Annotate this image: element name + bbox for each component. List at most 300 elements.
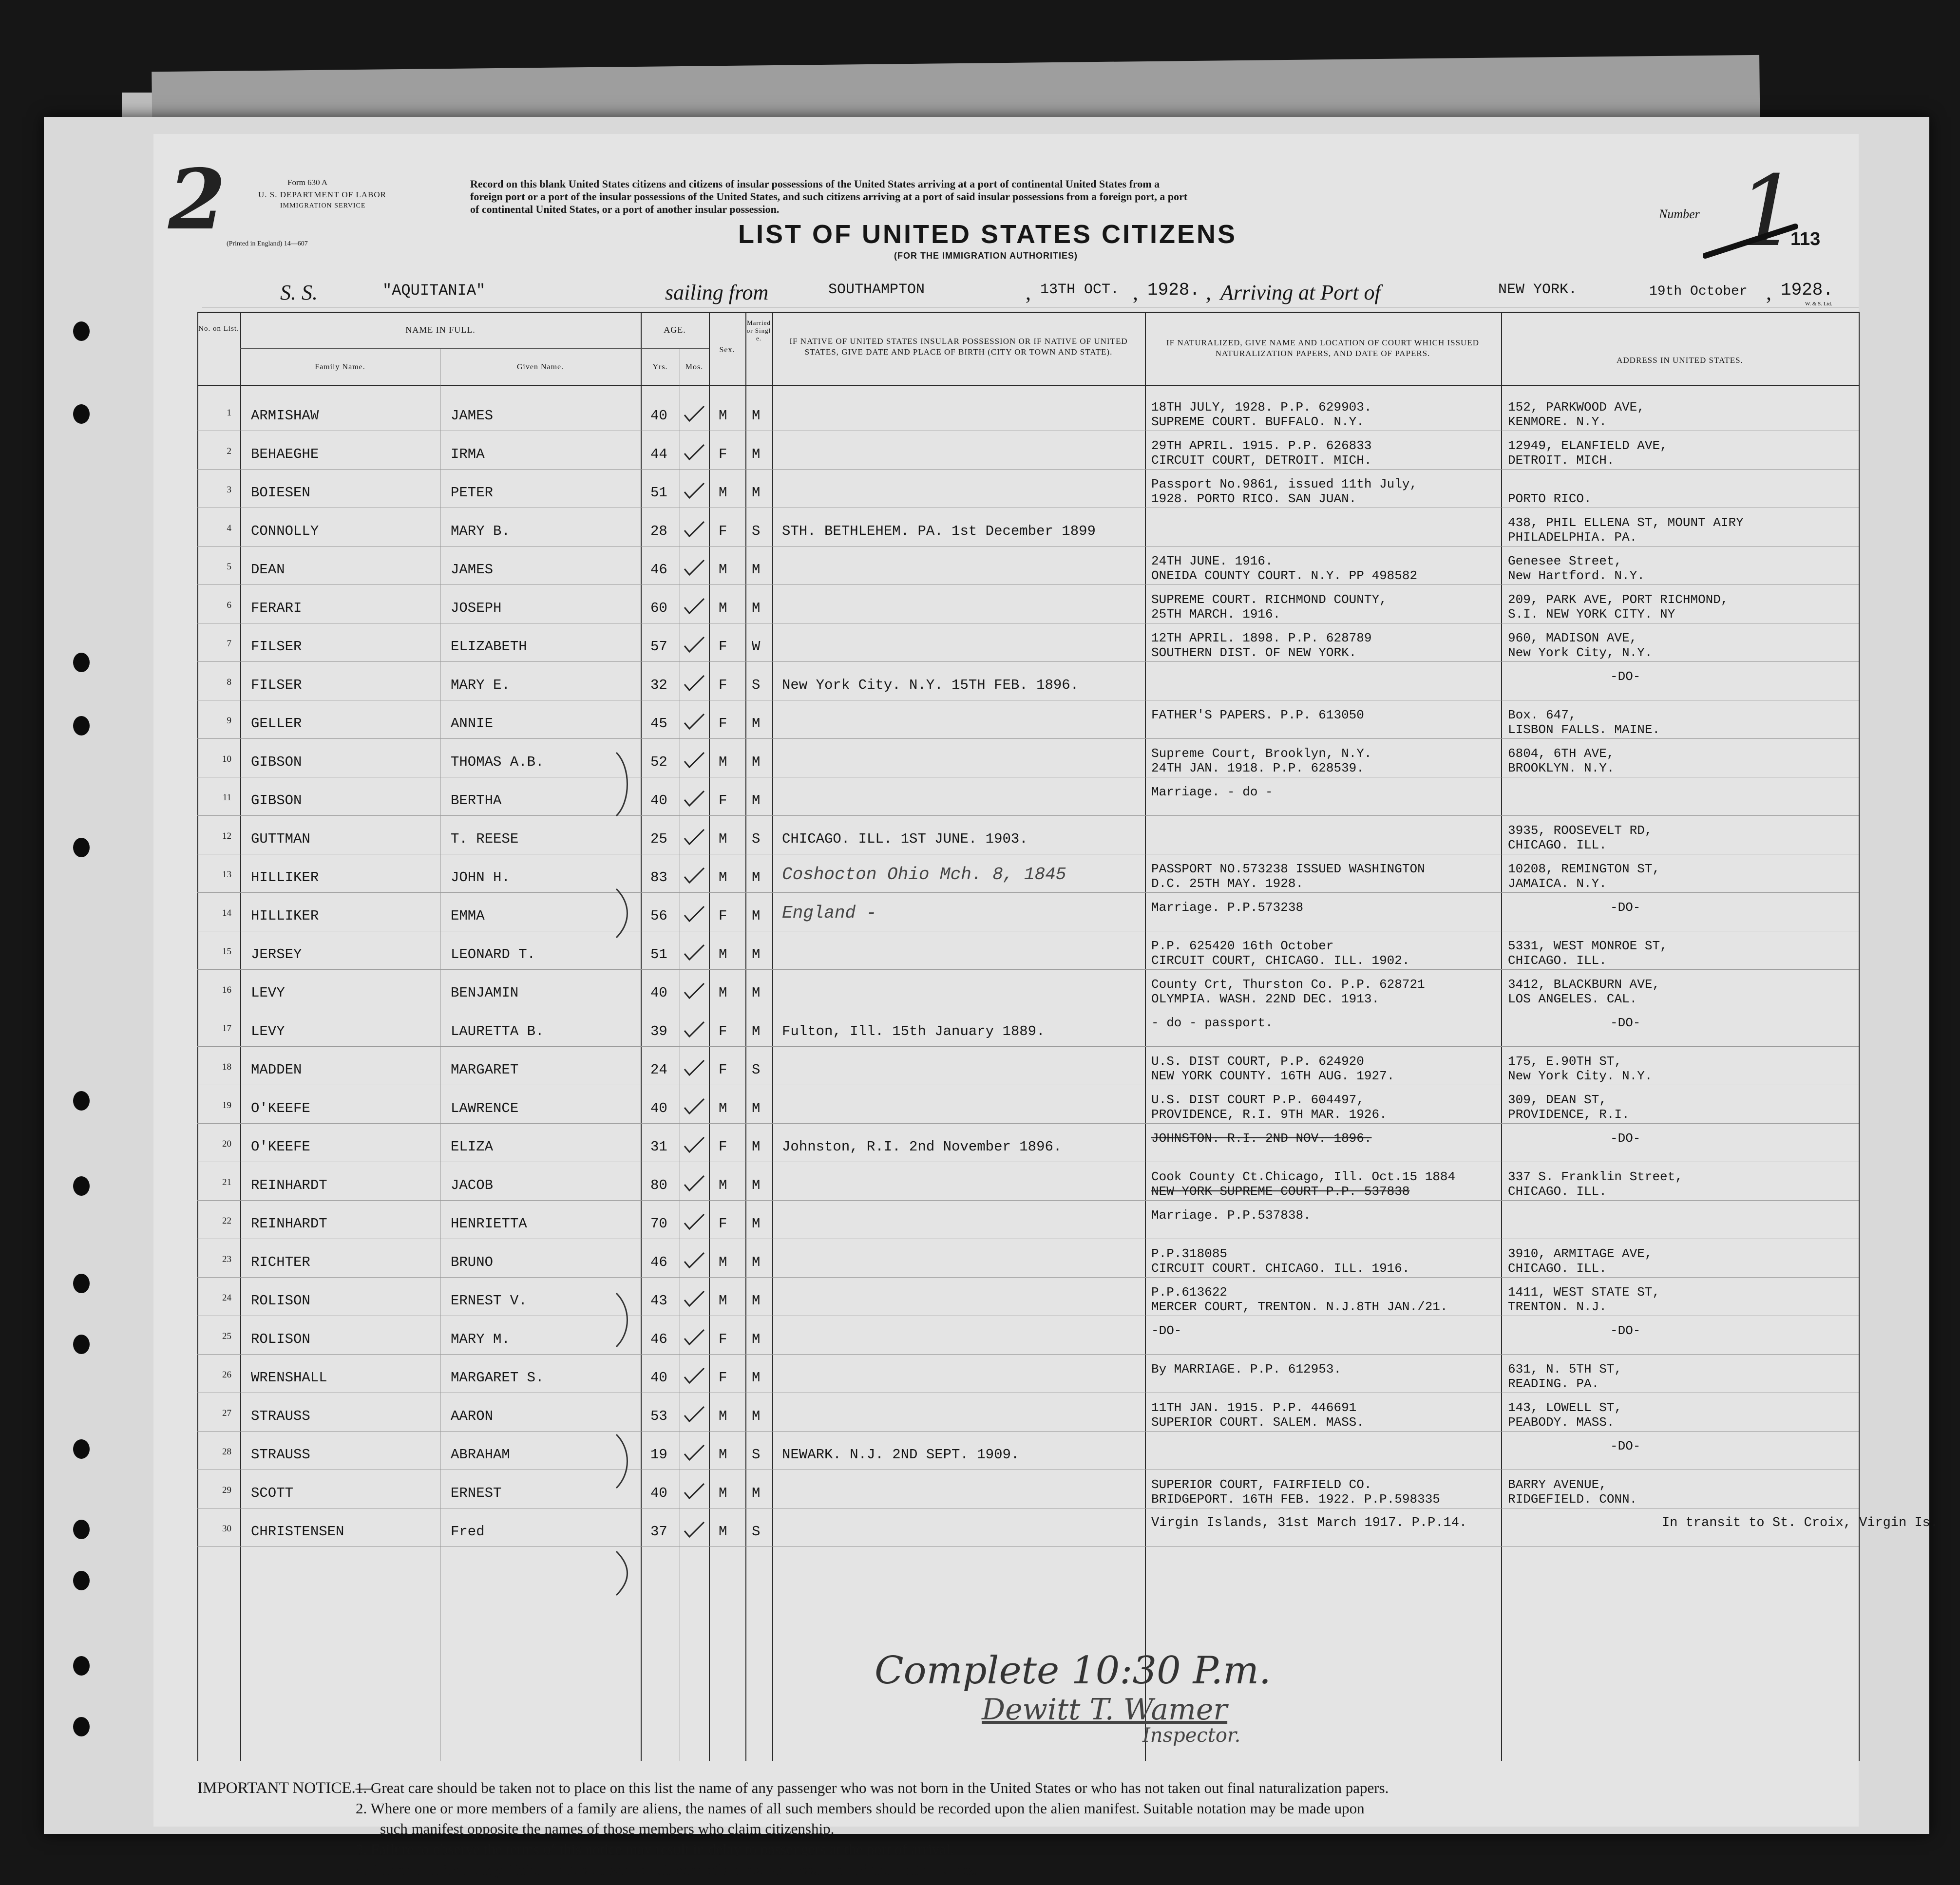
row-sex: M	[719, 1254, 727, 1270]
row-sex: M	[719, 1408, 727, 1424]
sail-year: 1928.	[1147, 280, 1200, 300]
row-family: GELLER	[251, 716, 302, 732]
row-address-1: 12949, ELANFIELD AVE,	[1508, 438, 1668, 453]
row-address-1: 309, DEAN ST,	[1508, 1093, 1607, 1107]
row-address-1: -DO-	[1610, 1439, 1641, 1453]
row-family: FILSER	[251, 639, 302, 655]
family-bracket-mark	[611, 1430, 641, 1493]
row-naturalization-2: MERCER COURT, TRENTON. N.J.8TH JAN./21.	[1151, 1300, 1448, 1314]
row-ms: M	[752, 1177, 761, 1193]
row-rule	[197, 1277, 1859, 1278]
row-address-1: 960, MADISON AVE,	[1508, 631, 1637, 645]
row-naturalization-2: 24TH JAN. 1918. P.P. 628539.	[1151, 761, 1364, 775]
row-no: 25	[222, 1331, 231, 1341]
page-title: LIST OF UNITED STATES CITIZENS	[738, 220, 1237, 249]
row-age: 57	[650, 639, 667, 655]
citizens-list-form	[153, 134, 1939, 1878]
check-mark	[682, 520, 706, 539]
row-family: REINHARDT	[251, 1216, 327, 1232]
row-naturalization-1: By MARRIAGE. P.P. 612953.	[1151, 1362, 1342, 1376]
comma: ,	[1206, 281, 1211, 304]
row-given: PETER	[451, 485, 494, 501]
row-age: 83	[650, 869, 667, 886]
row-sex: M	[719, 754, 727, 770]
row-address-2: PEABODY. MASS.	[1508, 1415, 1615, 1430]
row-family: WRENSHALL	[251, 1370, 327, 1386]
row-given: AARON	[451, 1408, 494, 1424]
row-family: HILLIKER	[251, 908, 319, 924]
row-address-1: Box. 647,	[1508, 708, 1577, 722]
row-address-1: 1411, WEST STATE ST,	[1508, 1285, 1660, 1300]
check-mark	[682, 1289, 706, 1309]
notice-item-2: 2. Where one or more members of a family are aliens, the names of all such members should be recorded upon the alien manifest. Suitable notation may be made upon	[356, 1800, 1365, 1817]
row-naturalization-1: U.S. DIST COURT, P.P. 624920	[1151, 1054, 1364, 1069]
check-mark	[682, 1212, 706, 1232]
form-number: Form 630 A	[287, 178, 328, 187]
row-no: 20	[222, 1139, 231, 1149]
row-address-2: KENMORE. N.Y.	[1508, 415, 1607, 429]
row-given: BRUNO	[451, 1254, 494, 1270]
row-sex: M	[719, 1100, 727, 1116]
row-no: 21	[222, 1177, 231, 1188]
check-mark	[682, 789, 706, 809]
row-address-2: RIDGEFIELD. CONN.	[1508, 1492, 1637, 1507]
row-sex: M	[719, 1485, 727, 1501]
row-ms: M	[752, 908, 761, 924]
row-address-2: CHICAGO. ILL.	[1508, 953, 1607, 968]
row-no: 27	[222, 1408, 231, 1418]
row-sex: F	[719, 1139, 727, 1155]
row-age: 52	[650, 754, 667, 770]
row-naturalization-1: 12TH APRIL. 1898. P.P. 628789	[1151, 631, 1372, 645]
row-given: MARGARET S.	[451, 1370, 544, 1386]
row-address-1: 631, N. 5TH ST,	[1508, 1362, 1622, 1376]
row-rule	[197, 469, 1859, 470]
row-naturalization-2: ONEIDA COUNTY COURT. N.Y. PP 498582	[1151, 568, 1418, 583]
check-mark	[682, 1174, 706, 1193]
row-naturalization-2: NEW YORK SUPREME COURT P.P. 537838	[1151, 1184, 1410, 1199]
row-address-1: -DO-	[1610, 900, 1641, 915]
row-naturalization-1: 24TH JUNE. 1916.	[1151, 554, 1273, 568]
row-address-2: TRENTON. N.J.	[1508, 1300, 1607, 1314]
sailing-label: sailing from	[665, 281, 769, 304]
row-address-1: 10208, REMINGTON ST,	[1508, 862, 1660, 876]
row-naturalization-2: 25TH MARCH. 1916.	[1151, 607, 1281, 622]
row-given: MARY M.	[451, 1331, 510, 1347]
row-no: 13	[222, 869, 231, 880]
binder-hole	[73, 321, 90, 341]
binder-hole	[73, 1335, 90, 1354]
row-age: 32	[650, 677, 667, 693]
row-family: ARMISHAW	[251, 408, 319, 424]
row-ms: M	[752, 1100, 761, 1116]
header-bottom-rule	[197, 385, 1859, 386]
row-address-1: -DO-	[1610, 669, 1641, 684]
row-family: BOIESEN	[251, 485, 310, 501]
row-naturalization-1: FATHER'S PAPERS. P.P. 613050	[1151, 708, 1364, 722]
row-family: O'KEEFE	[251, 1139, 310, 1155]
row-no: 4	[227, 523, 231, 533]
row-given: JAMES	[451, 562, 494, 578]
check-mark	[682, 1328, 706, 1347]
row-family: SCOTT	[251, 1485, 294, 1501]
row-given: LAWRENCE	[451, 1100, 519, 1116]
row-given: JOSEPH	[451, 600, 502, 616]
row-sex: M	[719, 831, 727, 847]
row-given: LEONARD T.	[451, 946, 536, 962]
row-address-1: 3412, BLACKBURN AVE,	[1508, 977, 1660, 992]
row-address-2: LISBON FALLS. MAINE.	[1508, 722, 1660, 737]
row-address-2: New York City. N.Y.	[1508, 1069, 1653, 1083]
printer-mark: W. & S. Ltd.	[1805, 301, 1832, 307]
row-rule	[197, 546, 1859, 547]
row-family: HILLIKER	[251, 869, 319, 886]
row-given: JAMES	[451, 408, 494, 424]
row-family: REINHARDT	[251, 1177, 327, 1193]
row-age: 51	[650, 946, 667, 962]
row-address-2: CHICAGO. ILL.	[1508, 838, 1607, 852]
row-sex: M	[719, 985, 727, 1001]
row-naturalization-1: 18TH JULY, 1928. P.P. 629903.	[1151, 400, 1372, 415]
col-header-no: No. on List.	[198, 325, 239, 333]
row-family: O'KEEFE	[251, 1100, 310, 1116]
binder-hole	[73, 1656, 90, 1676]
notice-item-1: 1. Great care should be taken not to place on this list the name of any passenger who was not born in the United States or who has not taken out final naturalization papers.	[356, 1779, 1389, 1796]
ss-label: S. S.	[280, 281, 318, 304]
check-mark	[682, 443, 706, 462]
col-rule	[641, 312, 642, 1761]
table-left-rule	[197, 312, 198, 1761]
row-family: MADDEN	[251, 1062, 302, 1078]
row-given: ERNEST V.	[451, 1293, 527, 1309]
row-naturalization-1: 11TH JAN. 1915. P.P. 446691	[1151, 1400, 1357, 1415]
departure-port: SOUTHAMPTON	[828, 282, 925, 298]
row-family: CONNOLLY	[251, 523, 319, 539]
row-sex: F	[719, 716, 727, 732]
row-family: FILSER	[251, 677, 302, 693]
row-given: ERNEST	[451, 1485, 502, 1501]
row-rule	[197, 1123, 1859, 1124]
row-rule	[197, 815, 1859, 816]
check-mark	[682, 1097, 706, 1116]
row-age: 43	[650, 1293, 667, 1309]
row-sex: M	[719, 1447, 727, 1463]
row-naturalization-1: -DO-	[1151, 1323, 1182, 1338]
row-birth: Johnston, R.I. 2nd November 1896.	[782, 1139, 1062, 1155]
row-family: GIBSON	[251, 754, 302, 770]
row-address-2: PROVIDENCE, R.I.	[1508, 1107, 1630, 1122]
col-header-sex: Sex.	[719, 346, 735, 354]
row-no: 16	[222, 985, 231, 995]
row-address-2: New Hartford. N.Y.	[1508, 568, 1645, 583]
row-naturalization-1: Supreme Court, Brooklyn, N.Y.	[1151, 746, 1372, 761]
row-rule	[197, 584, 1859, 585]
row-birth: Coshocton Ohio Mch. 8, 1845	[782, 865, 1066, 885]
binder-hole	[73, 1091, 90, 1111]
row-ms: M	[752, 1331, 761, 1347]
check-mark	[682, 943, 706, 962]
row-sex: F	[719, 1370, 727, 1386]
row-given: THOMAS A.B.	[451, 754, 544, 770]
row-no: 9	[227, 716, 231, 726]
row-sex: F	[719, 908, 727, 924]
table-right-rule	[1859, 312, 1860, 1761]
row-address-1: 5331, WEST MONROE ST,	[1508, 939, 1668, 953]
row-given: EMMA	[451, 908, 485, 924]
col-rule	[709, 312, 710, 1761]
col-rule	[240, 312, 241, 1761]
row-no: 23	[222, 1254, 231, 1264]
subheader-rule	[240, 348, 709, 349]
row-age: 39	[650, 1023, 667, 1039]
row-address-2: PORTO RICO.	[1508, 491, 1592, 506]
printer-note: (Printed in England) 14—607	[227, 240, 308, 247]
row-family: LEVY	[251, 985, 285, 1001]
service: IMMIGRATION SERVICE	[280, 202, 366, 209]
row-sex: F	[719, 639, 727, 655]
check-mark	[682, 597, 706, 616]
binder-hole	[73, 404, 90, 424]
comma: ,	[1026, 281, 1031, 304]
row-address-2: S.I. NEW YORK CITY. NY	[1508, 607, 1675, 622]
row-naturalization-2: 1928. PORTO RICO. SAN JUAN.	[1151, 491, 1357, 506]
row-age: 46	[650, 1254, 667, 1270]
comma: ,	[1766, 281, 1771, 304]
row-sex: M	[719, 485, 727, 501]
row-no: 30	[222, 1524, 231, 1534]
row-age: 40	[650, 1100, 667, 1116]
row-address-2: DETROIT. MICH.	[1508, 453, 1615, 468]
row-naturalization-1: Cook County Ct.Chicago, Ill. Oct.15 1884	[1151, 1169, 1456, 1184]
col-header-yrs: Yrs.	[652, 363, 668, 371]
check-mark	[682, 481, 706, 501]
arrival-date: 19th October	[1649, 284, 1748, 299]
row-rule	[197, 1546, 1859, 1547]
row-no: 28	[222, 1447, 231, 1457]
row-age: 28	[650, 523, 667, 539]
notice-item-3: 3. Failure to observe the terms of this notice may result in delay to passengers at the port of arrival.	[356, 1841, 954, 1858]
row-ms: M	[752, 446, 761, 462]
row-naturalization-1: SUPREME COURT. RICHMOND COUNTY,	[1151, 592, 1387, 607]
row-ms: M	[752, 562, 761, 578]
row-address-1: -DO-	[1610, 1131, 1641, 1146]
row-birth: New York City. N.Y. 15TH FEB. 1896.	[782, 677, 1079, 693]
row-no: 22	[222, 1216, 231, 1226]
row-age: 45	[650, 716, 667, 732]
row-address-1: In transit to St. Croix, Virgin Is.	[1662, 1516, 1939, 1530]
arrival-year: 1928.	[1781, 280, 1834, 300]
check-mark	[682, 1482, 706, 1501]
row-no: 17	[222, 1023, 231, 1034]
row-family: GUTTMAN	[251, 831, 310, 847]
row-ms: M	[752, 716, 761, 732]
row-no: 26	[222, 1370, 231, 1380]
row-given: JACOB	[451, 1177, 494, 1193]
row-address-2: JAMAICA. N.Y.	[1508, 876, 1607, 891]
check-mark	[682, 1058, 706, 1078]
row-no: 24	[222, 1293, 231, 1303]
row-naturalization-1: P.P. 625420 16th October	[1151, 939, 1334, 953]
family-bracket-mark	[611, 1288, 641, 1352]
row-sex: M	[719, 408, 727, 424]
row-age: 19	[650, 1447, 667, 1463]
row-ms: W	[752, 639, 761, 655]
row-rule	[197, 1200, 1859, 1201]
row-naturalization-1: Passport No.9861, issued 11th July,	[1151, 477, 1418, 491]
row-ms: M	[752, 1139, 761, 1155]
row-sex: F	[719, 1062, 727, 1078]
row-age: 80	[650, 1177, 667, 1193]
row-age: 40	[650, 985, 667, 1001]
check-mark	[682, 404, 706, 424]
number-label: Number	[1659, 207, 1700, 221]
row-family: LEVY	[251, 1023, 285, 1039]
row-sex: F	[719, 523, 727, 539]
row-given: ABRAHAM	[451, 1447, 510, 1463]
binder-hole	[73, 1571, 90, 1590]
col-header-name: NAME IN FULL.	[405, 325, 476, 335]
row-no: 8	[227, 677, 231, 687]
row-no: 3	[227, 485, 231, 495]
row-birth: CHICAGO. ILL. 1ST JUNE. 1903.	[782, 831, 1028, 847]
number-slash-mark	[1703, 222, 1800, 261]
row-address-1: BARRY AVENUE,	[1508, 1477, 1607, 1492]
row-address-2: READING. PA.	[1508, 1376, 1599, 1391]
col-header-age: AGE.	[664, 325, 686, 335]
row-address-2: BROOKLYN. N.Y.	[1508, 761, 1615, 775]
row-sex: M	[719, 1293, 727, 1309]
check-mark	[682, 1251, 706, 1270]
row-family: JERSEY	[251, 946, 302, 962]
col-header-address: ADDRESS IN UNITED STATES.	[1617, 356, 1743, 365]
binder-hole	[73, 1717, 90, 1736]
row-address-1: 438, PHIL ELLENA ST, MOUNT AIRY	[1508, 515, 1744, 530]
row-age: 40	[650, 1370, 667, 1386]
row-given: ANNIE	[451, 716, 494, 732]
row-given: LAURETTA B.	[451, 1023, 544, 1039]
row-age: 53	[650, 1408, 667, 1424]
row-age: 56	[650, 908, 667, 924]
notice-label: IMPORTANT NOTICE.—	[197, 1779, 372, 1797]
row-family: CHRISTENSEN	[251, 1524, 344, 1540]
row-naturalization-2: SOUTHERN DIST. OF NEW YORK.	[1151, 645, 1357, 660]
row-ms: M	[752, 985, 761, 1001]
row-address-2: LOS ANGELES. CAL.	[1508, 992, 1637, 1006]
row-given: ELIZA	[451, 1139, 494, 1155]
row-given: IRMA	[451, 446, 485, 462]
row-naturalization-1: P.P.318085	[1151, 1246, 1228, 1261]
row-rule	[197, 661, 1859, 662]
row-family: ROLISON	[251, 1331, 310, 1347]
row-age: 70	[650, 1216, 667, 1232]
row-ms: M	[752, 1370, 761, 1386]
check-mark	[682, 1443, 706, 1463]
check-mark	[682, 751, 706, 770]
row-naturalization-2: BRIDGEPORT. 16TH FEB. 1922. P.P.598335	[1151, 1492, 1440, 1507]
row-age: 37	[650, 1524, 667, 1540]
row-given: MARGARET	[451, 1062, 519, 1078]
row-age: 31	[650, 1139, 667, 1155]
check-mark	[682, 1405, 706, 1424]
row-naturalization-2: CIRCUIT COURT. CHICAGO. ILL. 1916.	[1151, 1261, 1410, 1276]
ship-name: "AQUITANIA"	[382, 282, 486, 300]
col-header-family: Family Name.	[315, 363, 365, 371]
row-naturalization-1: Marriage. P.P.573238	[1151, 900, 1304, 915]
row-address-1: 209, PARK AVE, PORT RICHMOND,	[1508, 592, 1729, 607]
row-no: 18	[222, 1062, 231, 1072]
row-naturalization-2: OLYMPIA. WASH. 22ND DEC. 1913.	[1151, 992, 1380, 1006]
col-header-naturalized: IF NATURALIZED, GIVE NAME AND LOCATION OF COURT WHICH ISSUED NATURALIZATION PAPERS, AND DATE OF PAPERS.	[1166, 338, 1479, 358]
row-no: 15	[222, 946, 231, 957]
row-rule	[197, 892, 1859, 893]
instruction-line: foreign port or a port of the insular possessions of the United States, and such citizens arriving at a port of said insular possessions from a foreign port, a port	[470, 190, 1188, 203]
row-naturalization-2: NEW YORK COUNTY. 16TH AUG. 1927.	[1151, 1069, 1395, 1083]
row-no: 11	[222, 792, 231, 803]
handwritten-complete-note: Complete 10:30 P.m.	[875, 1649, 1271, 1693]
arrival-port: NEW YORK.	[1498, 282, 1578, 298]
row-rule	[197, 1046, 1859, 1047]
row-sex: F	[719, 1331, 727, 1347]
row-address-1: 175, E.90TH ST,	[1508, 1054, 1622, 1069]
row-address-1: Genesee Street,	[1508, 554, 1622, 568]
binder-hole	[73, 653, 90, 672]
row-naturalization-1: PASSPORT NO.573238 ISSUED WASHINGTON	[1151, 862, 1425, 876]
row-address-1: 152, PARKWOOD AVE,	[1508, 400, 1645, 415]
arriving-label: Arriving at Port of	[1220, 281, 1381, 304]
page-stamp: 113	[1790, 229, 1821, 249]
row-naturalization-1: Marriage. - do -	[1151, 785, 1273, 799]
row-naturalization-2: SUPERIOR COURT. SALEM. MASS.	[1151, 1415, 1364, 1430]
row-no: 14	[222, 908, 231, 918]
row-age: 46	[650, 562, 667, 578]
row-sex: F	[719, 446, 727, 462]
row-address-1: 3910, ARMITAGE AVE,	[1508, 1246, 1653, 1261]
row-family: GIBSON	[251, 792, 302, 809]
family-bracket-mark	[611, 1546, 641, 1600]
check-mark	[682, 712, 706, 732]
row-ms: M	[752, 1293, 761, 1309]
row-age: 60	[650, 600, 667, 616]
check-mark	[682, 1135, 706, 1155]
notice-item-2-cont: such manifest opposite the names of those members who claim citizenship.	[380, 1820, 835, 1837]
row-ms: S	[752, 1447, 761, 1463]
row-sex: M	[719, 1177, 727, 1193]
binder-hole	[73, 1520, 90, 1539]
binder-hole	[73, 838, 90, 857]
row-age: 40	[650, 792, 667, 809]
row-ms: M	[752, 408, 761, 424]
check-mark	[682, 905, 706, 924]
row-address-2: CHICAGO. ILL.	[1508, 1261, 1607, 1276]
col-rule	[1145, 312, 1146, 1761]
row-sex: F	[719, 677, 727, 693]
sail-date: 13TH OCT.	[1040, 282, 1120, 298]
row-given: ELIZABETH	[451, 639, 527, 655]
row-address-2: New York City, N.Y.	[1508, 645, 1653, 660]
row-ms: M	[752, 1254, 761, 1270]
row-sex: M	[719, 600, 727, 616]
row-ms: S	[752, 523, 761, 539]
row-no: 29	[222, 1485, 231, 1495]
col-rule	[745, 312, 746, 1761]
inspector-signature: Dewitt T. Wamer	[982, 1693, 1228, 1727]
row-no: 2	[227, 446, 231, 456]
list-number: 1	[1737, 155, 1799, 268]
row-rule	[197, 1431, 1859, 1432]
row-age: 24	[650, 1062, 667, 1078]
row-naturalization-1: - do - passport.	[1151, 1016, 1273, 1030]
page-subtitle: (FOR THE IMMIGRATION AUTHORITIES)	[894, 251, 1078, 261]
